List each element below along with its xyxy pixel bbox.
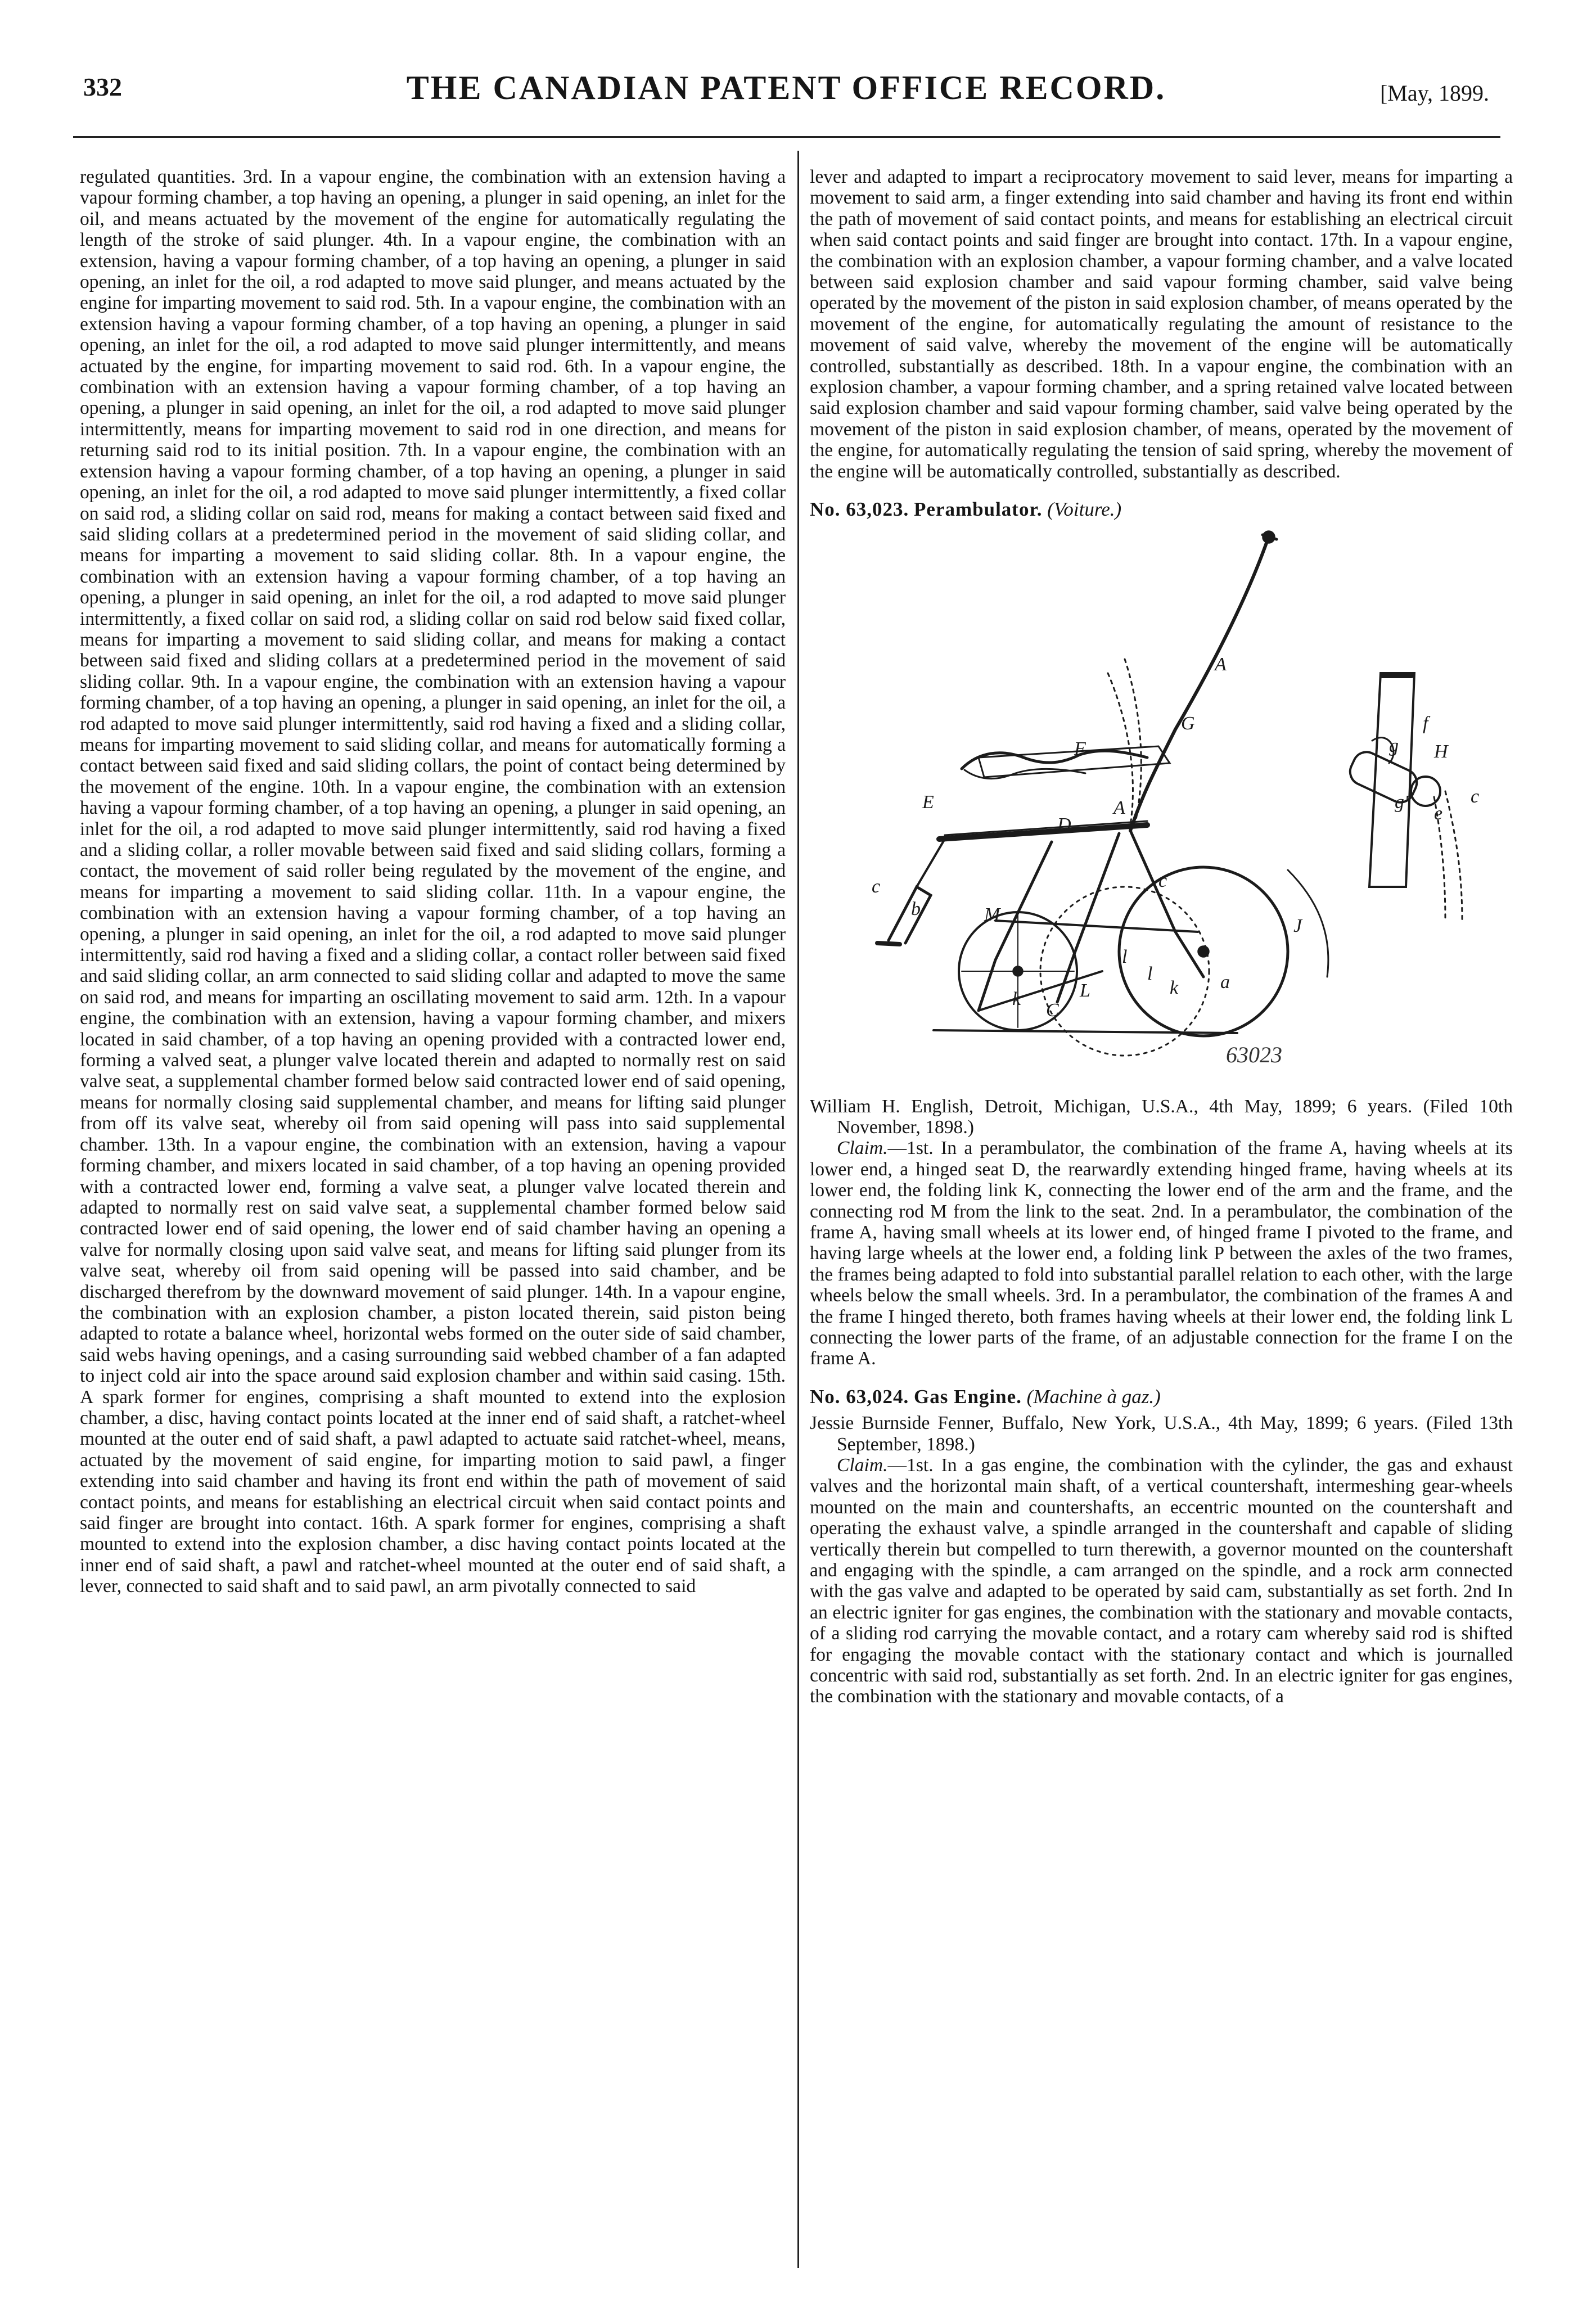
patent-french-title: (Machine à gaz.) (1026, 1385, 1161, 1408)
svg-text:g': g' (1395, 791, 1409, 813)
svg-text:c: c (872, 876, 881, 897)
publication-title: THE CANADIAN PATENT OFFICE RECORD. (406, 69, 1166, 106)
patent-claims-63023 (810, 1138, 1513, 1369)
svg-text:a: a (1220, 971, 1230, 993)
svg-text:D: D (1057, 814, 1071, 835)
svg-text:l: l (1122, 946, 1128, 967)
svg-text:E: E (922, 791, 934, 813)
svg-text:c: c (1158, 870, 1167, 891)
patent-inventor-63023: William H. English, Detroit, Michigan, U.S.A., 4th May, 1899; 6 years. (Filed 10th November, 1898.) (810, 1095, 1513, 1138)
figure-number-label: 63023 (1226, 1041, 1282, 1067)
claim-text: —1st. In a perambulator, the combination of the frame A, having wheels at its lower end, a hinged seat D, the rearwardly extending hinged frame, having wheels at its lower end, the folding link K, connecting the lower end of the arm and the frame, and the connecting rod M from the link to the seat. 2nd. In a perambulator, the combination of the frame A, having small wheels at its lower end, of hinged frame I pivoted to the frame, and having large wheels at the lower end, a folding link P between the axles of the two frames, the frames being adapted to fold into substantial parallel relation to each other, with the large wheels below the small wheels. 3rd. In a perambulator, the combination of the frames A and the frame I hinged thereto, both frames having wheels at their lower end, the folding link L connecting the lower parts of the frame, of an adjustable connection for the frame I on the frame A. (810, 1138, 1513, 1369)
patent-heading-63023 (810, 499, 1513, 520)
svg-text:f: f (1423, 713, 1428, 734)
svg-text:g: g (1389, 735, 1399, 756)
claim-text: —1st. In a gas engine, the combination with the cylinder, the gas and exhaust valves and the horizontal main shaft, of a vertical countershaft, intermeshing gear-wheels mounted on the main and countershafts, an eccentric mounted on the countershaft and operating the exhaust valve, a spindle arranged in the countershaft and capable of sliding vertically therein but compelled to turn therewith, a governor mounted on the countershaft and engaging with the spindle, a cam arranged on the spindle, and a rock arm connected with the gas valve and adapted to be operated by said cam, substantially as set forth. 2nd In an electric igniter for gas engines, the combination with the stationary and movable contacts, of a sliding rod carrying the movable contact, and a rotary cam whereby said rod is shifted for engaging the movable contact with the stationary contact and which is journalled concentric with said rod, substantially as set forth. 2nd. In an electric igniter for gas engines, the combination with the stationary and movable contacts, of a (810, 1455, 1513, 1707)
perambulator-illustration (810, 527, 1513, 1084)
claim-label: Claim. (837, 1138, 888, 1159)
patent-title: Gas Engine. (914, 1385, 1022, 1408)
vapour-engine-claims-end: lever and adapted to impart a reciprocatory movement to said lever, means for imparting a movement to said arm, a finger extending into said chamber and having its front end within the path of movement of said contact points, and means for establishing an electrical circuit when said contact points and said finger are brought into contact. 17th. In a vapour engine, the combination with an explosion chamber, a vapour forming chamber, and a valve located between said explosion chamber and said vapour forming chamber, said valve being operated by the movement of the piston in said explosion chamber, of means operated by the movement of the engine, for automatically regulating the amount of resistance to the movement of said valve, whereby the movement of the engine will be automatically controlled, substantially as described. 18th. In a vapour engine, the combination with an explosion chamber, a vapour forming chamber, and a spring retained valve located between said explosion chamber and said vapour forming chamber, said valve being operated by the movement of the piston in said explosion chamber, of means, operated by the movement of the engine, for automatically regulating the tension of said spring, whereby the movement of the engine will be automatically controlled, substantially as described. (810, 166, 1513, 482)
patent-number: No. 63,023. (810, 498, 909, 521)
claim-label: Claim. (837, 1455, 888, 1476)
svg-text:L: L (1080, 980, 1090, 1001)
svg-text:M: M (984, 904, 1000, 925)
page-header (83, 69, 1489, 115)
patent-number: No. 63,024. (810, 1385, 909, 1408)
svg-text:c: c (1471, 786, 1480, 807)
svg-text:G: G (1181, 713, 1195, 734)
svg-text:b: b (911, 898, 921, 919)
right-column (810, 166, 1513, 1707)
header-rule (73, 136, 1500, 138)
svg-text:e: e (1434, 802, 1443, 824)
patent-inventor-63024: Jessie Burnside Fenner, Buffalo, New York, U.S.A., 4th May, 1899; 6 years. (Filed 13th September, 1898.) (810, 1413, 1513, 1455)
svg-text:k: k (1012, 988, 1021, 1009)
svg-text:F: F (1074, 738, 1086, 759)
patent-heading-63024 (810, 1386, 1513, 1407)
svg-text:k: k (1170, 977, 1179, 998)
issue-date: [May, 1899. (1379, 80, 1489, 106)
patent-claims-63024 (810, 1455, 1513, 1707)
page-number: 332 (83, 73, 122, 101)
patent-french-title: (Voiture.) (1047, 498, 1122, 521)
vapour-engine-claims-continued: regulated quantities. 3rd. In a vapour engine, the combination with an extension having a vapour forming chamber, a top having an opening, a plunger in said opening, an inlet for the oil, and means actuated by the movement of the engine for automatically regulating the length of the stroke of said plunger. 4th. In a vapour engine, the combination with an extension, having a vapour forming chamber, of a top having an opening, a plunger in said opening, an inlet for the oil, a rod adapted to move said plunger, and means actuated by the engine for imparting movement to said rod. 5th. In a vapour engine, the combination with an extension having a vapour forming chamber, of a top having an opening, a plunger in said opening, an inlet for the oil, a rod adapted to move said plunger intermittently, and means actuated by the engine, for imparting movement to said rod. 6th. In a vapour engine, the combination with an extension having a vapour forming chamber, of a top having an opening, a plunger in said opening, an inlet for the oil, a rod adapted to move said plunger intermittently, means for imparting movement to said rod in one direction, and means for returning said rod to its initial position. 7th. In a vapour engine, the combination with an extension having a vapour forming chamber, of a top having an opening, a plunger in said opening, an inlet for the oil, a rod adapted to move said plunger intermittently, a fixed collar on said rod, a sliding collar on said rod, means for making a contact between said fixed and said sliding collars at a predetermined period in the movement of said sliding collar, and means for imparting a movement to said sliding collar. 8th. In a vapour engine, the combination with an extension having a vapour forming chamber, of a top having an opening, a plunger in said opening, an inlet for the oil, a rod adapted to move said plunger intermittently, a fixed collar on said rod, a sliding collar on said rod below said fixed collar, means for imparting a movement to said sliding collar, and means for making a contact between said fixed and sliding collars at a predetermined period in the movement of said sliding collar. 9th. In a vapour engine, the combination with an extension having a vapour forming chamber, of a top having an opening, a plunger in said opening, an inlet for the oil, a rod adapted to move said plunger intermittently, said rod having a fixed and a sliding collar, means for imparting movement to said sliding collar, and means for automatically forming a contact between said fixed and said sliding collars, the point of contact being determined by the movement of the engine. 10th. In a vapour engine, the combination with an extension having a vapour forming chamber, of a top having an opening, a plunger in said opening, an inlet for the oil, a rod adapted to move said plunger intermittently, said rod having a fixed and a sliding collar, a roller movable between said fixed and said sliding collars, forming a contact, the movement of said roller being regulated by the movement of the engine, and means for imparting a movement to said sliding collar. 11th. In a vapour engine, the combination with an extension having a vapour forming chamber, of a top having an opening, a plunger in said opening, an inlet for the oil, a rod adapted to move said plunger intermittently, said rod having a fixed and a sliding collar, a contact roller between said fixed and said sliding collar, an arm connected to said sliding collar and adapted to move the same on said rod, and means for imparting an oscillating movement to said arm. 12th. In a vapour engine, the combination with an extension, having a vapour forming chamber, and mixers located in said chamber, of a top having an opening provided with a contracted lower end, forming a valved seat, a plunger valve located therein and adapted to normally rest on said valve seat, a supplemental chamber formed below said contracted lower end of said opening, means for normally closing said supplemental chamber, and means for lifting said plunger from off its valve seat, whereby oil from said opening will pass into said supplemental chamber. 13th. In a vapour engine, the combination with an extension, having a vapour forming chamber, and mixers located in said chamber, of a top having an opening provided with a contracted lower end, forming a valve seat, a plunger valve located therein and adapted to normally rest on said valve seat, a supplemental chamber formed below said contracted lower end of said opening, the lower end of said chamber having an opening a valve for normally closing upon said valve seat, and means for lifting said plunger from its valve seat, whereby oil from said opening will be passed into said chamber, and be discharged therefrom by the downward movement of said plunger. 14th. In a vapour engine, the combination with an explosion chamber, a piston located therein, said piston being adapted to rotate a balance wheel, horizontal webs formed on the outer side of said chamber, said webs having openings, and a casing surrounding said webbed chamber of a fan adapted to inject cold air into the space around said explosion chamber and within said casing. 15th. A spark former for engines, comprising a shaft mounted to extend into the explosion chamber, a disc, having contact points located at the inner end of said shaft, a ratchet-wheel mounted at the outer end of said shaft, a pawl adapted to actuate said ratchet-wheel, means, actuated by the movement of said engine, for imparting motion to said pawl, a finger extending into said chamber and having its front end within the path of movement of said contact points, and means for establishing an electrical circuit when said contact points and said finger are brought into contact. 16th. A spark former for engines, comprising a shaft mounted to extend into the explosion chamber, a disc having contact points located at the inner end of said shaft, a pawl and ratchet-wheel mounted at the outer end of said shaft, a lever, connected to said shaft and to said pawl, an arm pivotally connected to said (80, 166, 786, 1597)
left-column (80, 166, 786, 1597)
svg-text:l: l (1147, 963, 1153, 984)
perambulator-drawing (810, 527, 1513, 1084)
svg-text:A: A (1215, 653, 1227, 675)
svg-text:H: H (1434, 741, 1448, 762)
svg-text:A: A (1113, 797, 1125, 818)
column-divider (797, 151, 799, 2268)
svg-text:C: C (1046, 999, 1059, 1021)
patent-title: Perambulator. (914, 498, 1043, 521)
svg-text:J: J (1293, 915, 1302, 936)
